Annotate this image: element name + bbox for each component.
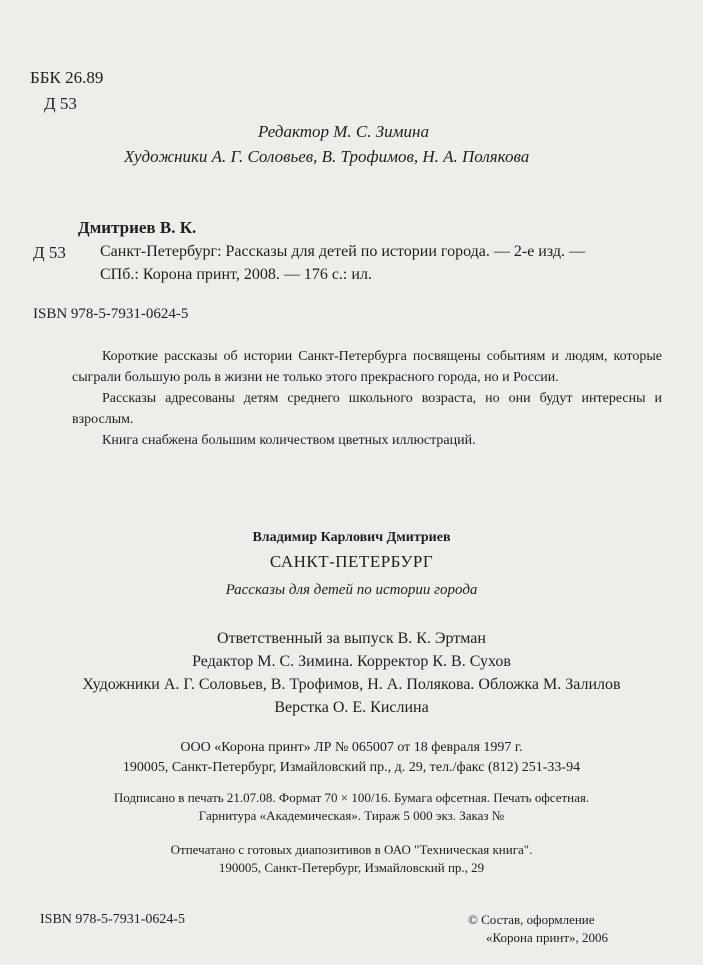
catalog-publication-line: СПб.: Корона принт, 2008. — 176 с.: ил. — [100, 266, 372, 283]
catalog-title-line: Санкт-Петербург: Рассказы для детей по истории города. — 2-е изд. — — [100, 243, 586, 260]
copyright-line-2: «Корона принт», 2006 — [486, 930, 609, 945]
catalog-isbn: ISBN 978-5-7931-0624-5 — [33, 306, 189, 322]
publisher-license: ООО «Корона принт» ЛР № 065007 от 18 февраля 1997 г. — [180, 740, 523, 755]
editor-credit: Редактор М. С. Зимина — [258, 122, 429, 141]
author-mark: Д 53 — [44, 94, 77, 113]
imprint-responsible: Ответственный за выпуск В. К. Эртман — [217, 630, 486, 647]
copyright-line-1: © Состав, оформление — [468, 912, 595, 927]
printer-address: 190005, Санкт-Петербург, Измайловский пр., 29 — [218, 860, 485, 875]
annotation-paragraph-3: Книга снабжена большим количеством цветных иллюстраций. — [102, 433, 476, 448]
publisher-address: 190005, Санкт-Петербург, Измайловский пр., д. 29, тел./факс (812) 251-33-94 — [122, 760, 581, 775]
bbk-code: ББК 26.89 — [30, 68, 104, 87]
imprint-layout: Верстка О. Е. Кислина — [274, 699, 429, 716]
catalog-author-heading: Дмитриев В. К. — [78, 218, 197, 237]
annotation-paragraph-1: Короткие рассказы об истории Санкт-Петербурга посвящены событиям и людям, которые сыграли большую роль в жизни не только этого прекрасного города, но и России. — [72, 349, 662, 385]
footer-isbn: ISBN 978-5-7931-0624-5 — [40, 912, 186, 927]
imprint-artists-cover: Художники А. Г. Соловьев, В. Трофимов, Н. А. Полякова. Обложка М. Залилов — [82, 676, 621, 693]
annotation-paragraph-2: Рассказы адресованы детям среднего школьного возраста, но они будут интересны и взрослым. — [72, 391, 662, 427]
printed-from: Отпечатано с готовых диапозитивов в ОАО "Техническая книга". — [170, 842, 533, 857]
artists-credit: Художники А. Г. Соловьев, В. Трофимов, Н. А. Полякова — [124, 147, 530, 166]
catalog-author-mark: Д 53 — [33, 243, 66, 262]
print-signed: Подписано в печать 21.07.08. Формат 70 × 100/16. Бумага офсетная. Печать офсетная. — [113, 790, 590, 805]
imprint-subtitle: Рассказы для детей по истории города — [225, 582, 478, 598]
imprint-editor-corrector: Редактор М. С. Зимина. Корректор К. В. Сухов — [192, 653, 511, 670]
typeface-run: Гарнитура «Академическая». Тираж 5 000 экз. Заказ № — [198, 808, 505, 823]
imprint-title: САНКТ-ПЕТЕРБУРГ — [269, 552, 434, 571]
imprint-author-full: Владимир Карлович Дмитриев — [252, 530, 451, 545]
